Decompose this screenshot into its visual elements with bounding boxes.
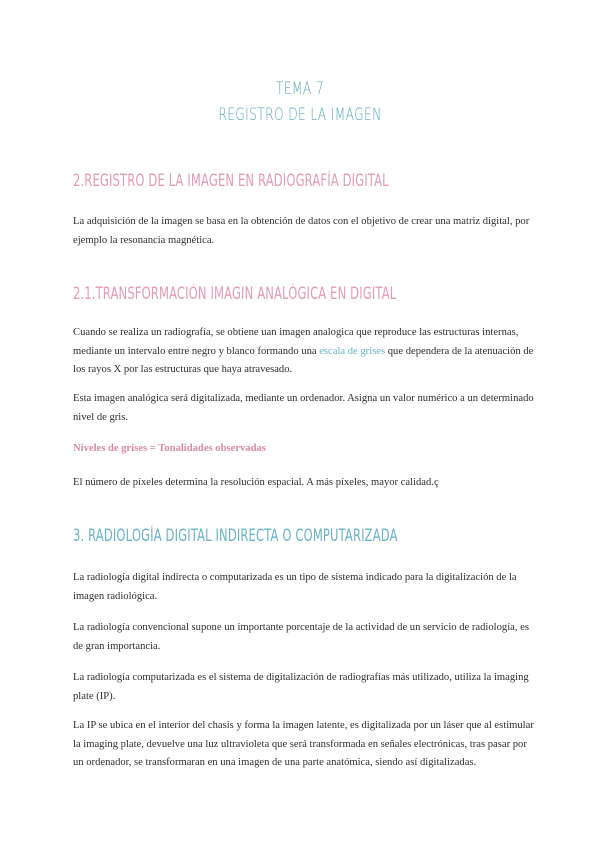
section-2-heading: 2.REGISTRO DE LA IMAGEN EN RADIOGRAFÍA DIGITAL [73, 171, 389, 190]
section-2-1-heading: 2.1.TRANSFORMACIÓN IMAGIN ANALÓGICA EN DIGITAL [73, 284, 397, 303]
section-3-paragraph-2: La radiología convencional supone un importante porcentaje de la actividad de un servicio de radiología, es de gran importancia. [73, 622, 529, 652]
section-3-paragraph-3: La radiología computarizada es el sistema de digitalización de radiografías más utilizado, utiliza la imaging plate (IP). [73, 672, 529, 702]
section-3-heading: 3. RADIOLOGÍA DIGITAL INDIRECTA O COMPUTARIZADA [73, 526, 398, 545]
section-2-1-paragraph-1 [73, 324, 535, 380]
section-2-paragraph-1: La adquisición de la imagen se basa en la obtención de datos con el objetivo de crear una matriz digital, por ejemplo la resonancia magnética. [73, 216, 530, 246]
document-title [0, 76, 600, 128]
section-2-1-definition: Niveles de grises = Tonalidades observadas [73, 443, 266, 454]
paragraph-text: que dependera de la atenuación de los rayos X por las estructuras que haya atravesado. [73, 345, 534, 375]
title-line-2: REGISTRO DE LA IMAGEN [218, 105, 382, 125]
highlighted-term: escala de grises [319, 345, 386, 357]
section-3-paragraph-4: La IP se ubica en el interior del chasis y forma la imagen latente, es digitalizada por un láser que al estimular la imaging plate, devuelve una luz ultravioleta que será transformada en señales electrónicas, tras pasar por un ordenador, se transformaran en una imagen de una parte anatómica, siendo así digitalizadas. [73, 720, 534, 768]
section-3-paragraph-1: La radiología digital indirecta o computarizada es un tipo de sistema indicado para la digitalización de la imagen radiológica. [73, 572, 517, 602]
section-2-1-paragraph-2: Esta imagen analógica será digitalizada, mediante un ordenador. Asigna un valor numérico a un determinado nivel de gris. [73, 393, 534, 423]
title-line-1: TEMA 7 [276, 79, 324, 99]
paragraph-text: Cuando se realiza un radiografía, se obtiene uan imagen analogica que reproduce las estructuras internas, mediante un intervalo entre negro y blanco formando una [73, 327, 519, 357]
section-2-1-paragraph-4: El número de píxeles determina la resolución espacial. A más píxeles, mayor calidad.ç [73, 477, 439, 488]
